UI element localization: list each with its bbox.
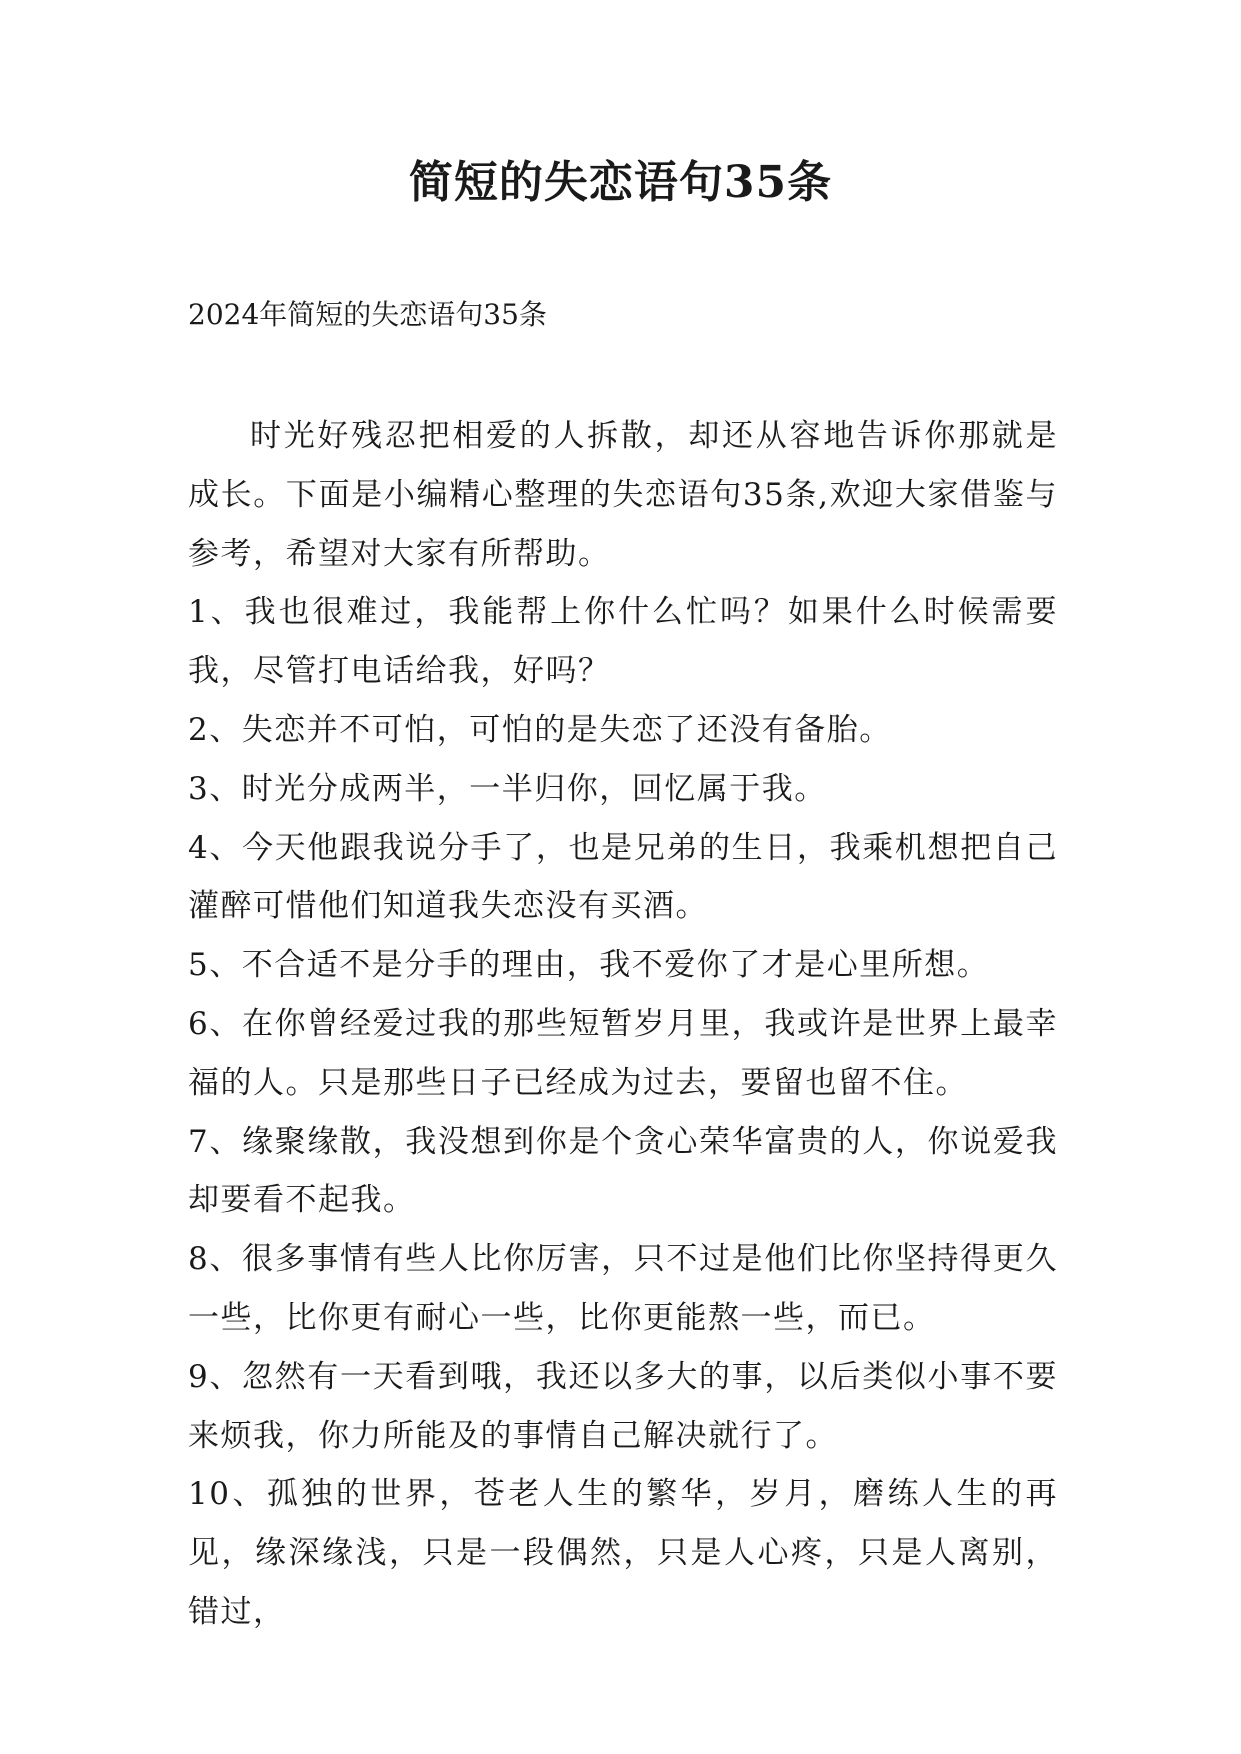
list-item: 7、缘聚缘散，我没想到你是个贪心荣华富贵的人，你说爱我却要看不起我。: [188, 1123, 1058, 1219]
list-item: 3、时光分成两半，一半归你，回忆属于我。: [188, 770, 827, 807]
intro-paragraph: 时光好残忍把相爱的人拆散，却还从容地告诉你那就是成长。下面是小编精心整理的失恋语句35条,欢迎大家借鉴与参考，希望对大家有所帮助。: [188, 418, 1058, 572]
list-item: 9、忽然有一天看到哦，我还以多大的事，以后类似小事不要来烦我，你力所能及的事情自己解决就行了。: [188, 1358, 1058, 1454]
list-item: 1、我也很难过，我能帮上你什么忙吗？如果什么时候需要我，尽管打电话给我，好吗？: [188, 594, 1058, 690]
document-subtitle: 2024年简短的失恋语句35条: [188, 298, 547, 331]
document-body: [188, 407, 1058, 1642]
list-item: 5、不合适不是分手的理由，我不爱你了才是心里所想。: [188, 947, 990, 984]
list-item: 8、很多事情有些人比你厉害，只不过是他们比你坚持得更久一些，比你更有耐心一些，比你更能熬一些，而已。: [188, 1241, 1058, 1336]
list-item: 4、今天他跟我说分手了，也是兄弟的生日，我乘机想把自己灌醉可惜他们知道我失恋没有买酒。: [188, 829, 1058, 925]
list-item: 10、孤独的世界，苍老人生的繁华，岁月，磨练人生的再见，缘深缘浅，只是一段偶然，只是人心疼，只是人离别，错过，: [188, 1476, 1058, 1630]
list-item: 6、在你曾经爱过我的那些短暂岁月里，我或许是世界上最幸福的人。只是那些日子已经成为过去，要留也留不住。: [188, 1005, 1058, 1101]
document-title: 简短的失恋语句35条: [408, 157, 833, 208]
list-item: 2、失恋并不可怕，可怕的是失恋了还没有备胎。: [188, 711, 892, 748]
